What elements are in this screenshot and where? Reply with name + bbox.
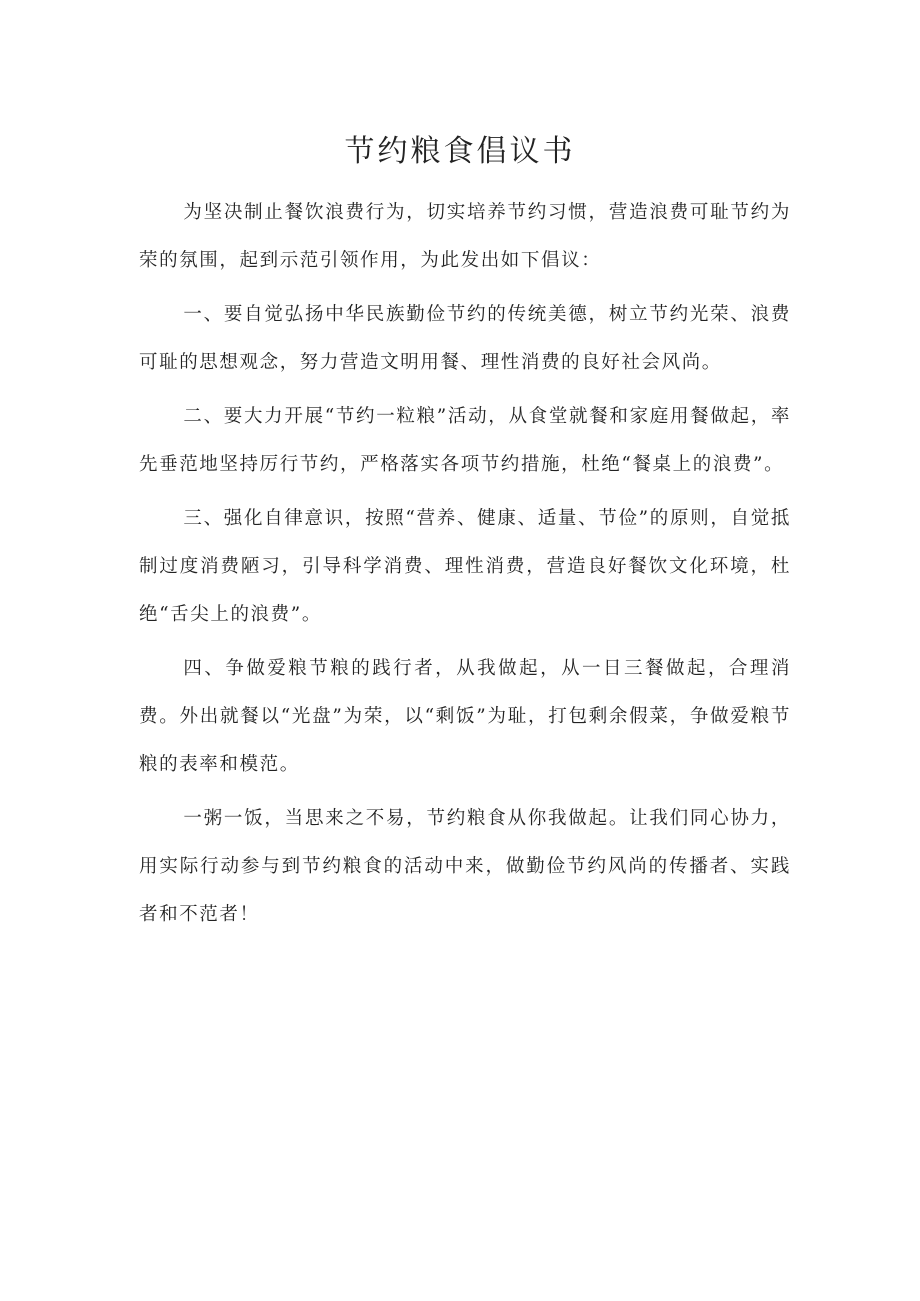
proposal-item-1: 一、要自觉弘扬中华民族勤俭节约的传统美德，树立节约光荣、浪费可耻的思想观念，努力营造文明用餐、理性消费的良好社会风尚。: [139, 304, 791, 373]
proposal-item-2: 二、要大力开展“节约一粒粮”活动，从食堂就餐和家庭用餐做起，率先垂范地坚持厉行节约，严格落实各项节约措施，杜绝“餐桌上的浪费”。: [139, 406, 791, 475]
closing-paragraph: 一粥一饭，当思来之不易，节约粮食从你我做起。让我们同心协力，用实际行动参与到节约粮食的活动中来，做勤俭节约风尚的传播者、实践者和不范者！: [139, 808, 791, 925]
intro-paragraph: 为坚决制止餐饮浪费行为，切实培养节约习惯，营造浪费可耻节约为荣的氛围，起到示范引领作用，为此发出如下倡议：: [139, 202, 791, 271]
document-body: [139, 189, 791, 945]
proposal-item-3: 三、强化自律意识，按照“营养、健康、适量、节俭”的原则，自觉抵制过度消费陋习，引导科学消费、理性消费，营造良好餐饮文化环境，杜绝“舌尖上的浪费”。: [139, 508, 791, 625]
document-title: 节约粮食倡议书: [344, 134, 576, 169]
proposal-item-4: 四、争做爱粮节粮的践行者，从我做起，从一日三餐做起，合理消费。外出就餐以“光盘”为荣，以“剩饭”为耻，打包剩余假菜，争做爱粮节粮的表率和模范。: [139, 658, 791, 775]
